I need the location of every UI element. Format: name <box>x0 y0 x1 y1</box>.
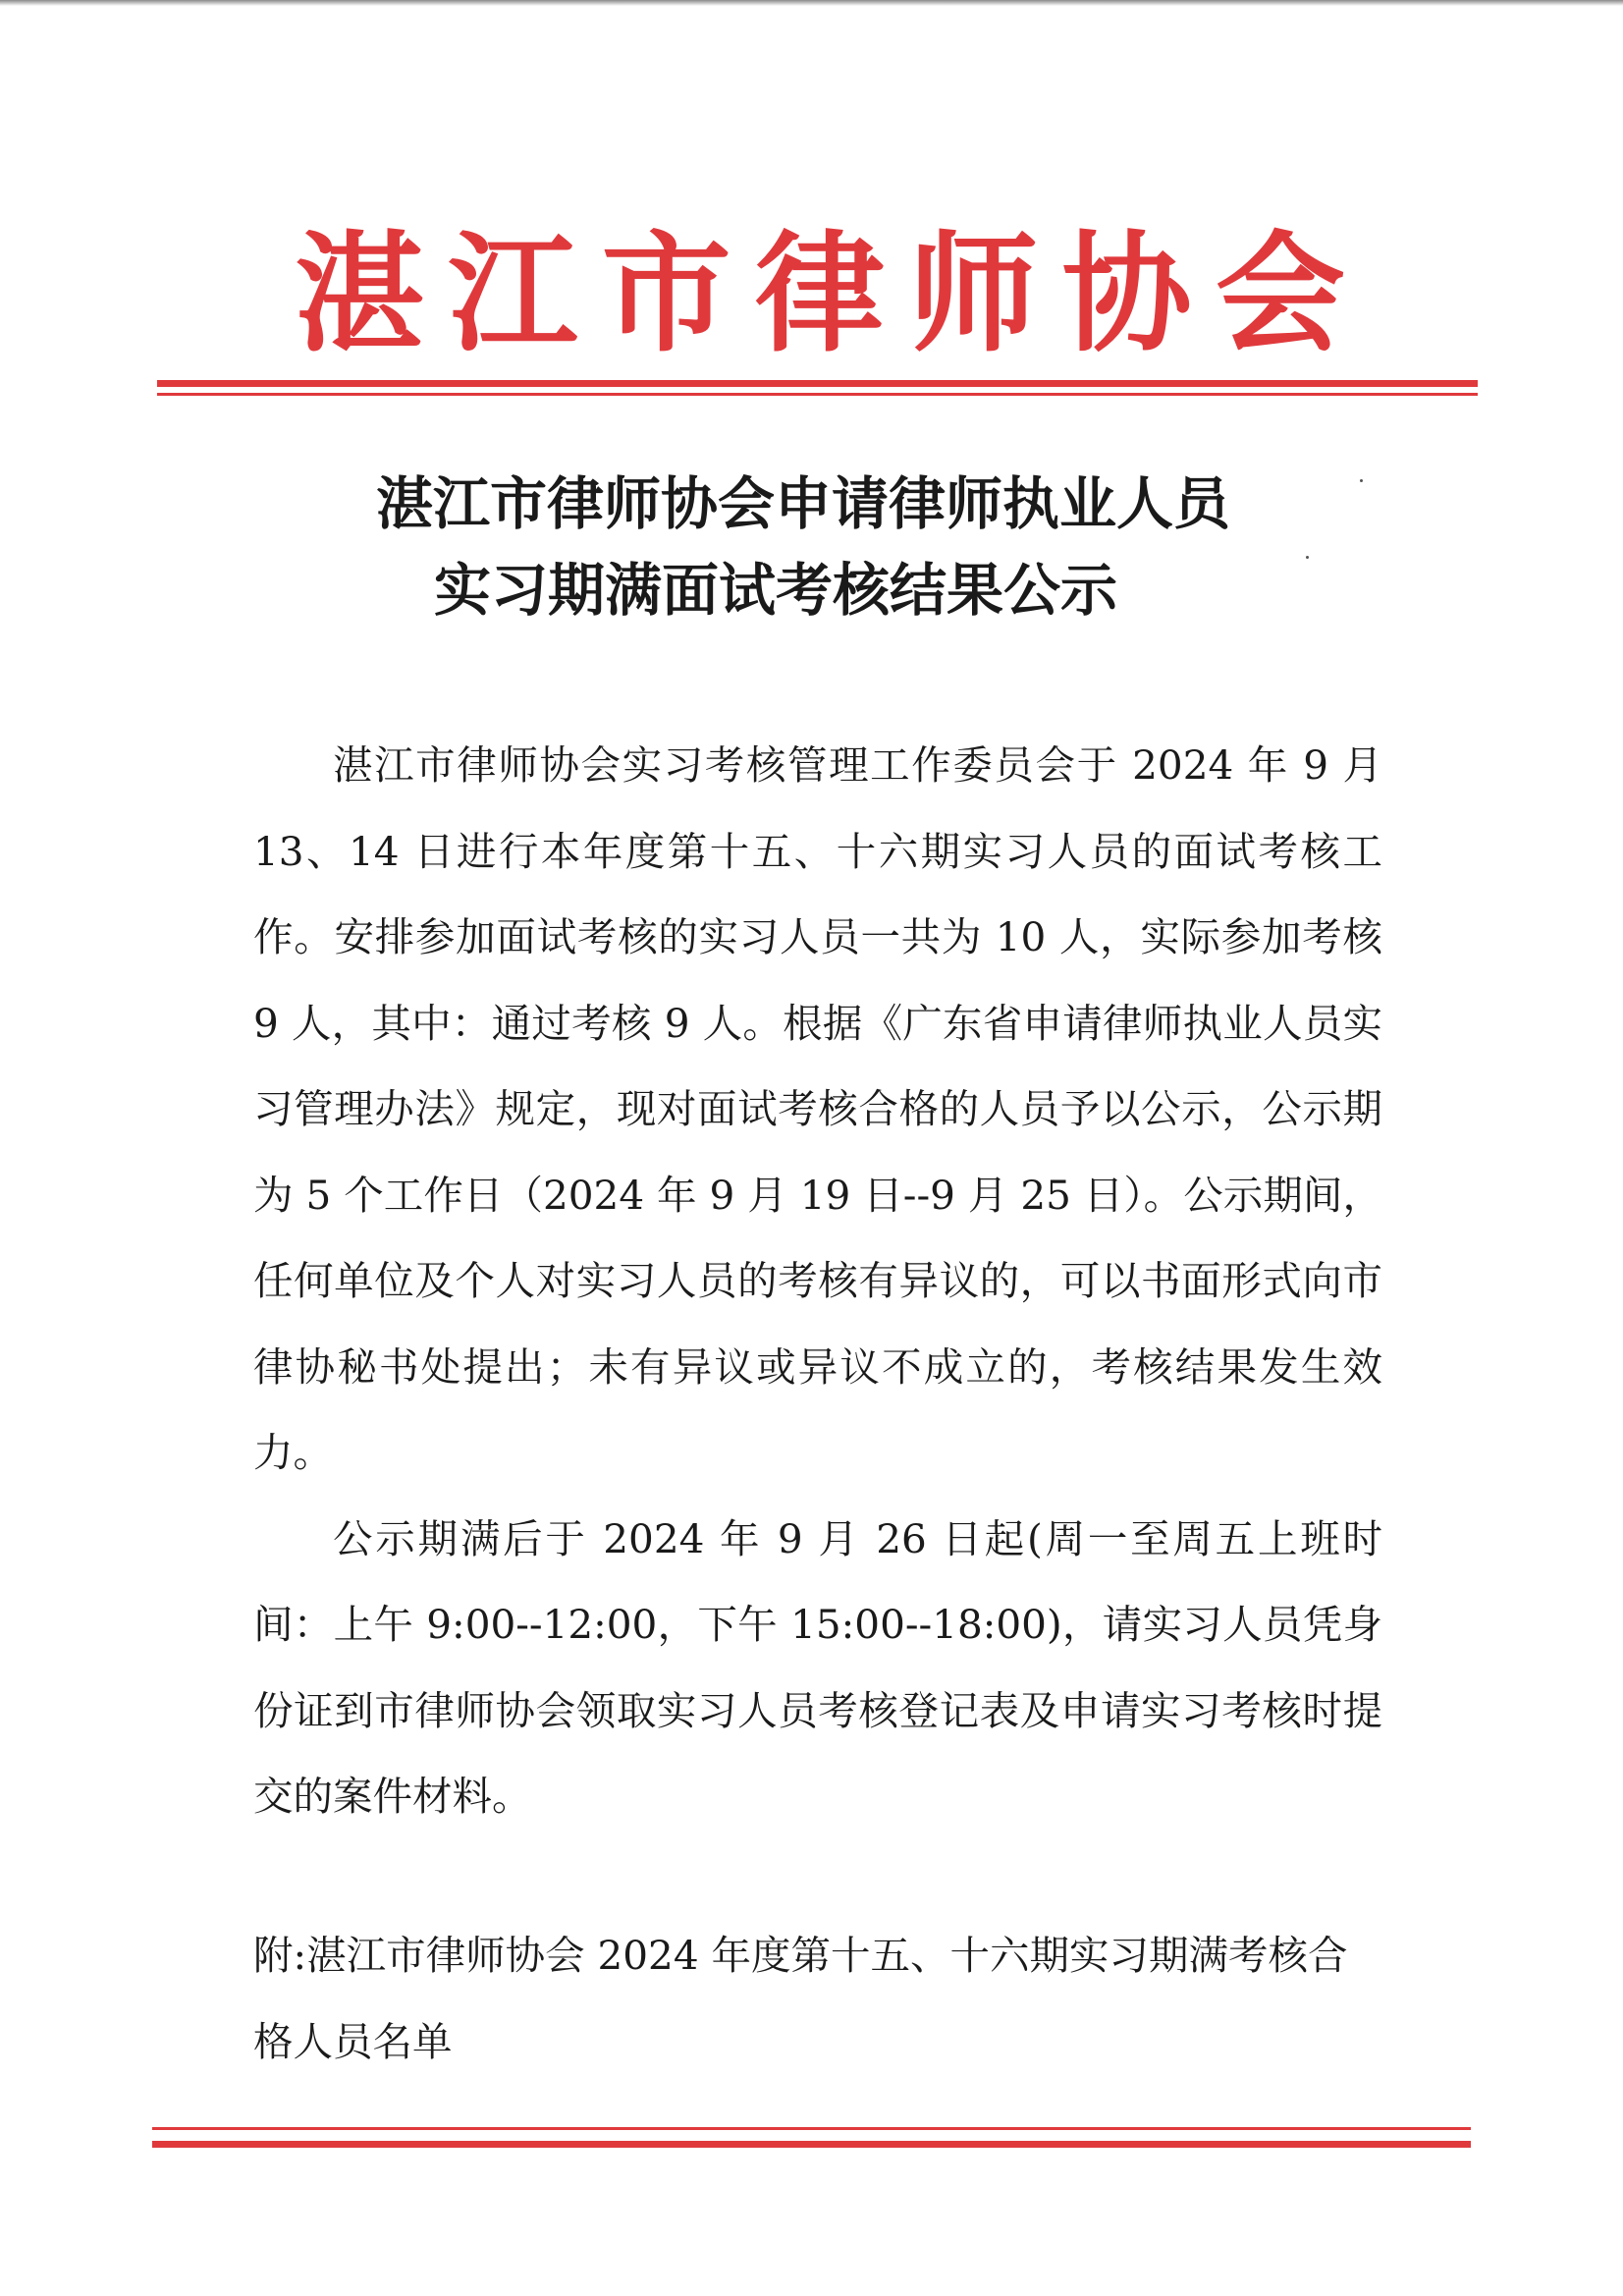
letterhead-char: 江 <box>448 219 578 370</box>
letterhead-char: 师 <box>908 219 1039 370</box>
letterhead-char: 市 <box>601 219 731 370</box>
scan-top-edge <box>0 0 1623 6</box>
notice-body <box>253 723 1382 1840</box>
body-paragraph-1: 湛江市律师协会实习考核管理工作委员会于 2024 年 9 月 13、14 日进行本年度第十五、十六期实习人员的面试考核工作。安排参加面试考核的实习人员一共为 10 人，实际参加考核 9 人，其中：通过考核 9 人。根据《广东省申请律师执业人员实习管理办法》规定，现对面试考核合格的人员予以公示，公示期为 5 个工作日（2024 年 9 月 19 日--9 月 25 日）。公示期间，任何单位及个人对实习人员的考核有异议的，可以书面形式向市律协秘书处提出；未有异议或异议不成立的，考核结果发生效力。 <box>253 741 1382 1476</box>
notice-title-line-1: 湛江市律师协会申请律师执业人员 <box>376 470 1231 537</box>
letterhead-divider-thin <box>157 393 1478 396</box>
scan-speck <box>1360 479 1363 482</box>
letterhead-divider-thick <box>157 380 1478 387</box>
attachment-note <box>253 1913 1382 2085</box>
body-paragraph-2: 公示期满后于 2024 年 9 月 26 日起(周一至周五上班时间：上午 9:00--12:00，下午 15:00--18:00)，请实习人员凭身份证到市律师协会领取实习人员考核登记表及申请实习考核时提交的案件材料。 <box>253 1514 1382 1820</box>
attachment-text: 附:湛江市律师协会 2024 年度第十五、十六期实习期满考核合格人员名单 <box>253 1932 1348 2065</box>
footer-divider-thin <box>152 2127 1471 2130</box>
letterhead-char: 律 <box>754 219 885 370</box>
letterhead-char: 湛 <box>295 219 424 370</box>
scan-speck <box>1306 556 1309 559</box>
letterhead-char: 会 <box>1215 219 1345 370</box>
letterhead-org-name <box>295 216 1345 373</box>
footer-divider-thick <box>152 2141 1471 2148</box>
notice-title-line-2: 实习期满面试考核结果公示 <box>434 557 1118 624</box>
letterhead-char: 协 <box>1061 219 1192 370</box>
